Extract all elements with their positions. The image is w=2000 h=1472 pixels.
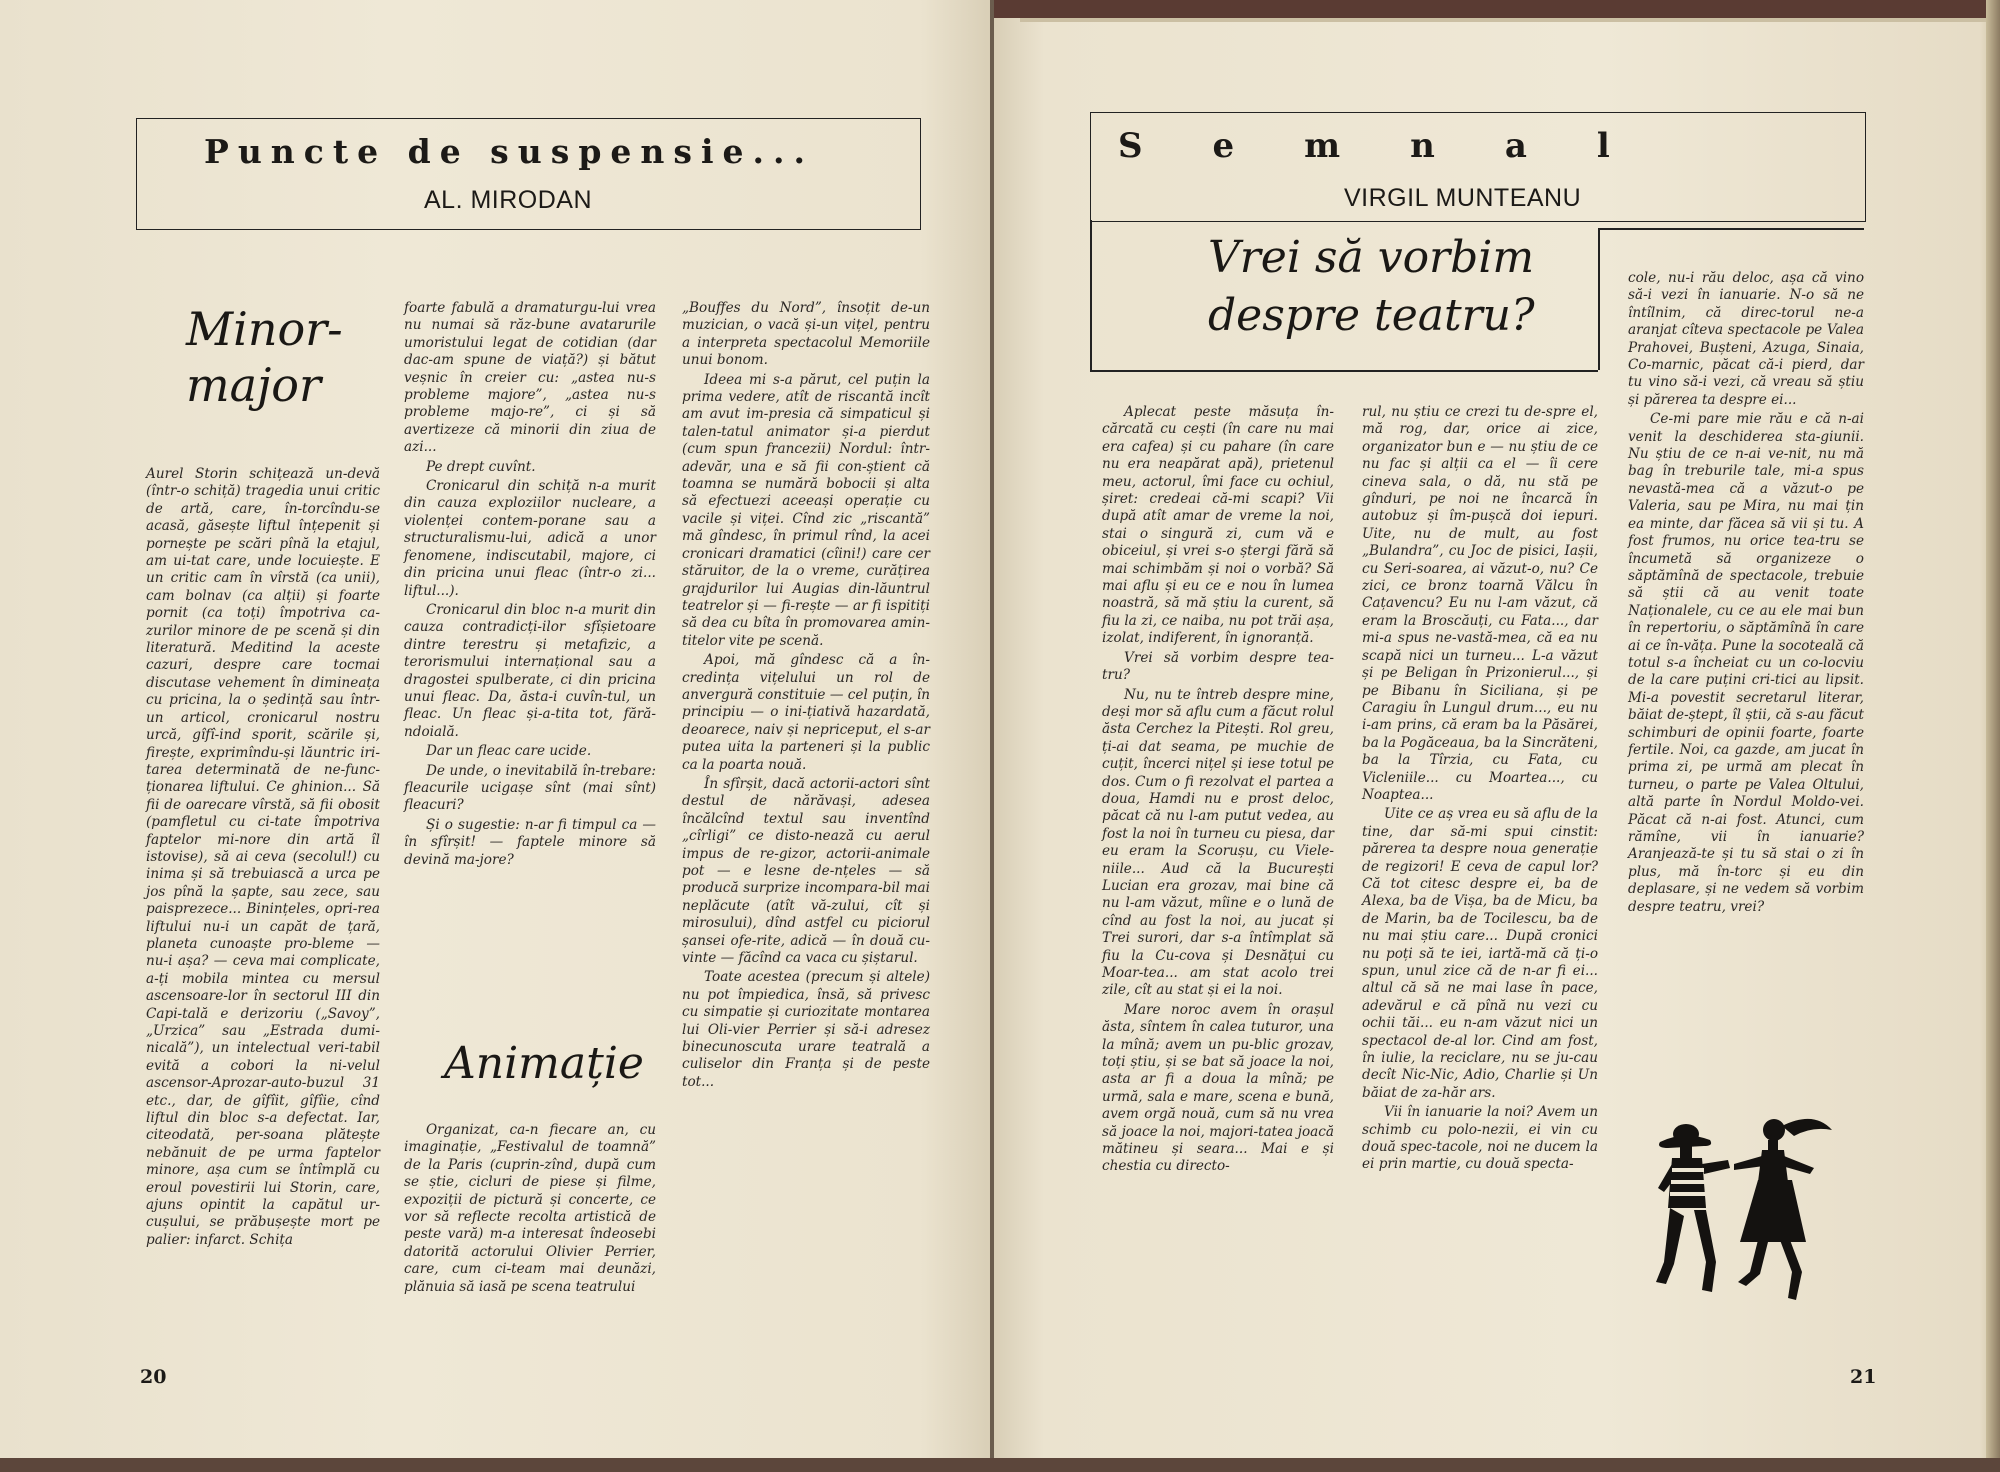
book-cover-top-edge (994, 0, 2000, 18)
paragraph: „Bouffes du Nord”, însoțit de-un muzician, o vacă și-un vițel, pentru a interpreta spectacolul Memoriile unui bonom. (682, 300, 930, 369)
right-col3 (1628, 270, 1864, 1120)
paragraph: Aurel Storin schițează un-devă (într-o schiță) tragedia unui critic de artă, care, în-torcîndu-se acasă, găsește liftul înțepenit și pornește pe scări pînă la etajul, am ui-tat care, unde locuiește. E un critic cam în vîrstă (ca unii), cam bolnav (ca alții) și foarte pornit (ca toți) împotriva ca-zurilor minore de pe scenă și din literatură. Meditind la aceste cazuri, despre care tocmai discutase vehement în dimineața cu pricina, la o ședință sau într-un articol, cronicarul nostru urcă, gîfî-ind sporit, scările și, firește, exprimîndu-și lăuntric iri-tarea determinată de ne-func-ționarea liftului. Ce ghinion... Să fii de oarecare vîrstă, să fii obosit (pamfletul cu ci-tate împotriva faptelor mi-nore din artă îl istovise), să ai ceva (secolul!) cu inima și să trebuiască a urca pe jos pînă la șapte, sau zece, sau paisprezece... Binințeles, opri-rea liftului nu-i un capăt de țară, planeta cunoaște pro-bleme — nu-i așa? — ceva mai complicate, a-ți mobila mintea cu mersul ascensoare-lor în sectorul III din Capi-tală e derizoriu („Savoy”, „Urzica” sau „Estrada dumi-nicală”), un intelectual veri-tabil evită a cobori la ni-velul ascensor-Aprozar-auto-buzul 31 etc., dar, de gîfîit, gîfîie, cînd liftul din bloc s-a defectat. Iar, citeodată, per-soana plătește nebănuit de pe urma faptelor minore, așa cum se întîmplă cu eroul povestirii lui Storin, care, ajuns opintit la capătul ur-cușului, se prăbușește mort pe palier: infarct. Schița (146, 466, 380, 1248)
paragraph: Pe drept cuvînt. (426, 458, 536, 475)
right-header-title: Semnal (1118, 126, 1680, 166)
left-page (0, 0, 990, 1472)
dancing-couple-illustration (1654, 1112, 1834, 1308)
left-col3 (682, 300, 930, 1344)
paragraph: Cronicarul din schiță n-a murit din cauza exploziilor nucleare, a violenței contem-porane sau a structuralismu-lui, adică a unor fenomene, indiscutabil, majore, ci din pricina unui fleac (într-o zi... liftul...). (404, 478, 656, 599)
paragraph: Ideea mi s-a părut, cel puțin la prima vedere, atît de riscantă incît am avut im-presia că simpaticul și talen-tatul animator și-a pierdut (cum spun francezii) Nordul: într-adevăr, una e să fii con-știent că toamna se numără bobocii și alta să efectuezi aceeași operație cu vacile și viței. Cînd zic „riscantă” mă gîndesc, în primul rînd, la acei cronicari dramatici (cîini!) care cer stăruitor, de la o vreme, curățirea grajdurilor lui Augias din-lăuntrul teatrelor și — fi-rește — ar fi ispitiți să dea cu bîta în promovarea amin-titelor vite pe scenă. (682, 371, 930, 649)
paragraph: Organizat, ca-n fiecare an, cu imaginație, „Festivalul de toamnă” de la Paris (cuprin-zînd, după cum se știe, cicluri de piese și filme, expoziții de pictură și concerte, ce vor să reflecte recolta artistică de peste vară) m-a interesat îndeosebi datorită actorului Olivier Perrier, care, cum ci-team mai deunăzi, plănuia să iasă pe scena teatrului (404, 1122, 656, 1295)
paragraph: De unde, o inevitabilă în-trebare: fleacurile ucigașe sînt (mai sînt) fleacuri? (404, 762, 656, 814)
paragraph: Mare noroc avem în orașul ăsta, sîntem în calea tuturor, una la mînă; avem un pu-blic grozav, toți știu, și se bat să joace la noi, asta ar fi a doua la mînă; pe urmă, sala e mare, scena e bună, avem orgă nouă, cum să nu vrea să joace la noi, majori-tatea joacă mătineu și seara... Mai e și chestia cu directo- (1102, 1001, 1334, 1175)
right-title-line2: despre teatru? (1208, 290, 1535, 341)
left-section1-title-a: Minor- (186, 302, 343, 356)
paragraph: cole, nu-i rău deloc, așa că vino să-i vezi în ianuarie. N-o să ne întîlnim, că direc-torul ne-a aranjat cîteva spectacole pe Valea Prahovei, Bușteni, Azuga, Sinaia, Co-marnic, păcat că-i pierd, dar tu vino să-i vezi, că vreau să știu și părerea ta despre ei... (1628, 270, 1864, 408)
left-col2b (404, 1122, 656, 1342)
paragraph: În sfîrșit, dacă actorii-actori sînt destul de nărăvași, adesea încălcînd textul sau inventînd „cîrligi” ce disto-nează cu aerul impus de re-gizor, actorii-animale pot — e lesne de-nțeles — să producă surprize incompara-bil mai neplăcute (atît vă-zului, cît și mirosului), dînd astfel cu piciorul șansei ofe-rite, adică — în două cu-vinte — făcînd ca vaca cu șiștarul. (682, 775, 930, 967)
paragraph: Apoi, mă gîndesc că a în-credința vițelului un rol de anvergură constituie — cel puțin, în principiu — o ini-țiativă hazardată, deoarece, naiv și nepriceput, el s-ar putea uita la parteneri și la public ca la poarta nouă. (682, 652, 930, 773)
left-col1 (146, 466, 380, 1344)
paragraph: Vrei să vorbim despre tea-tru? (1102, 649, 1334, 684)
right-author: VIRGIL MUNTEANU (1344, 184, 1582, 212)
book-page-edge (1020, 18, 2000, 22)
paragraph: foarte fabulă a dramaturgu-lui vrea nu numai să răz-bune avatarurile umoristului legat de cotidian (dar dac-am spune de viață?) și bătut veșnic în creier cu: „astea nu-s probleme majore”, „astea nu-s probleme majo-re”, ci și să avertizeze că minorii din ziua de azi... (404, 300, 656, 456)
right-page (994, 0, 2000, 1472)
left-header-title: Puncte de suspensie... (204, 132, 814, 171)
paragraph: Vii în ianuarie la noi? Avem un schimb cu polo-nezii, ei vin cu două spec-tacole, noi ne ducem la ei prin martie, cu două specta- (1362, 1104, 1598, 1173)
left-author: AL. MIRODAN (424, 186, 593, 214)
left-section2-title: Animație (444, 1038, 644, 1089)
title-box-top-rule (1598, 228, 1864, 230)
book-right-edge (1986, 0, 2000, 1472)
title-box-right-rule (1598, 228, 1600, 370)
paragraph: Dar un fleac care ucide. (426, 743, 592, 760)
title-box-bottom-rule (1090, 370, 1598, 372)
right-page-number: 21 (1850, 1366, 1877, 1388)
paragraph: Cronicarul din bloc n-a murit din cauza contradicți-ilor sfîșietoare dintre terestru și metafizic, a terorismului internațional sau a dragostei spulberate, ci din pricina unui fleac. Da, ăsta-i cuvîn-tul, un fleac. Un fleac și-a-tita tot, fără-ndoială. (404, 601, 656, 740)
paragraph: rul, nu știu ce crezi tu de-spre el, mă rog, dar, orice ai zice, organizator bun e — nu știu de ce nu fac și alții ca el — îi cere cineva sala, o dă, nu stă pe gînduri, pe noi ne încarcă în autobuz și îm-pușcă doi iepuri. Uite, nu de mult, au fost „Bulandra”, cu Joc de pisici, Iașii, cu Seri-soarea, ai văzut-o, nu? Ce zici, ce bronz toarnă Vălcu în Cațavencu? Eu nu l-am văzut, că eram la Broscăuți, cu Fata..., dar mi-a spus ne-vastă-mea, că ea nu scapă nici un turneu... L-a văzut și pe Beligan în Prizonierul..., și pe Bibanu în Siciliana, și pe Caragiu în Lungul drum..., eu nu i-am prins, că eram ba la Păsărei, ba la Pogăceaua, ba la Sincrăteni, ba la Tîrzia, cu Fata, cu Vicleniile... cu Moartea..., cu Noaptea... (1362, 404, 1598, 803)
paragraph: Ce-mi pare mie rău e că n-ai venit la deschiderea sta-giunii. Nu știu de ce n-ai ve-nit, nu mă bag în treburile tale, mi-a spus nevastă-mea că a văzut-o pe Valeria, sau pe Mira, nu mai țin ea minte, dar făcea să vii și tu. A fost frumos, nu orice tea-tru se încumetă să organizeze o săptămînă de spectacole, trebuie să știi că au venit toate Naționalele, cu ce au ele mai bun în repertoriu, o săptămînă în care ai ce în-văța. Pune la socoteală că totul s-a încheiat cu un co-locviu de la care puțini cri-tici au lipsit. Mi-a povestit secretarul literar, băiat de-ștept, îl știi, că s-au făcut schimburi de opinii foarte, foarte fertile. Noi, ca gazde, am jucat în prima zi, pe urmă am plecat în turneu, o parte pe Valea Oltului, altă parte în Nordul Moldo-vei. Păcat că n-ai fost. Atunci, cum rămîne, vii în ianuarie? Aranjează-te și tu să stai o zi în plus, mă în-torc și eu din deplasare, și ne vedem să vorbim despre teatru, vrei? (1628, 411, 1864, 915)
book-bottom-edge (0, 1458, 2000, 1472)
paragraph: Aplecat peste măsuța în-cărcată cu cești (în care nu mai era cafea) și cu pahare (în care nu era neapărat apă), prietenul meu, actorul, îmi face cu ochiul, șiret: credeai că-mi scapi? Vii după atît amar de vreme la noi, stai o singură zi, cum vă e obiceiul, și vrei s-o ștergi fără să mai schimbăm și noi o vorbă? Să mai aflu și eu ce e nou în lumea noastră, să mă știu la curent, să fiu la zi, ce naiba, nu pot trăi așa, izolat, indiferent, în ignoranță. (1102, 404, 1334, 647)
paragraph: Și o sugestie: n-ar fi timpul ca — în sfîrșit! — faptele minore să devină ma-jore? (404, 816, 656, 868)
paragraph: Nu, nu te întreb despre mine, deși mor să aflu cum a făcut rolul ăsta Cerchez la Pitești. Rol greu, ți-ai dat seama, pe muchie de cuțit, încerci nițel și iese totul pe dos. Cum o fi rezolvat el partea a doua, Hamdi nu e prost deloc, păcat că nu l-am putut vedea, au fost la noi în turneu cu piesa, dar eu eram la Scorușu, cu Viele-niile... Aud că la București Lucian era grozav, mai bine că nu l-am văzut, mîine e o lună de cînd au fost la noi, au jucat și Trei surori, dar s-a întîmplat să fiu la Cu-cova și Desnățui cu Moar-tea... am stat acolo trei zile, cît au stat și ei la noi. (1102, 686, 1334, 999)
left-col2 (404, 300, 656, 1020)
right-col1 (1102, 404, 1334, 1344)
right-title-line1: Vrei să vorbim (1208, 232, 1535, 283)
left-page-number: 20 (140, 1366, 167, 1388)
paragraph: Uite ce aș vrea eu să aflu de la tine, dar să-mi spui cinstit: părerea ta despre noua generație de regizori! E ceva de capul lor? Că tot citesc despre ei, ba de Alexa, ba de Vișa, ba de Micu, ba de Marin, ba de Tocilescu, ba de nu mai știu care... După cronici nu poți să te iei, iartă-mă că ți-o spun, unul zice că de n-ar fi ei... altul că să ne mai lase în pace, adevărul e că pînă nu vezi cu ochii tăi... eu n-am văzut nici un spectacol de-al lor. Cind am fost, în iulie, la reciclare, nu se ju-cau decît Nic-Nic, Adio, Charlie și Un băiat de za-hăr ars. (1362, 806, 1598, 1101)
title-box-left-rule (1090, 220, 1092, 370)
left-section1-title-b: major (186, 358, 321, 412)
right-col2 (1362, 404, 1598, 1344)
paragraph: Toate acestea (precum și altele) nu pot împiedica, însă, să privesc cu simpatie și curiozitate montarea lui Oli-vier Perrier și să-i adresez binecunoscuta urare teatrală a culiselor din Franța și de peste tot... (682, 969, 930, 1090)
